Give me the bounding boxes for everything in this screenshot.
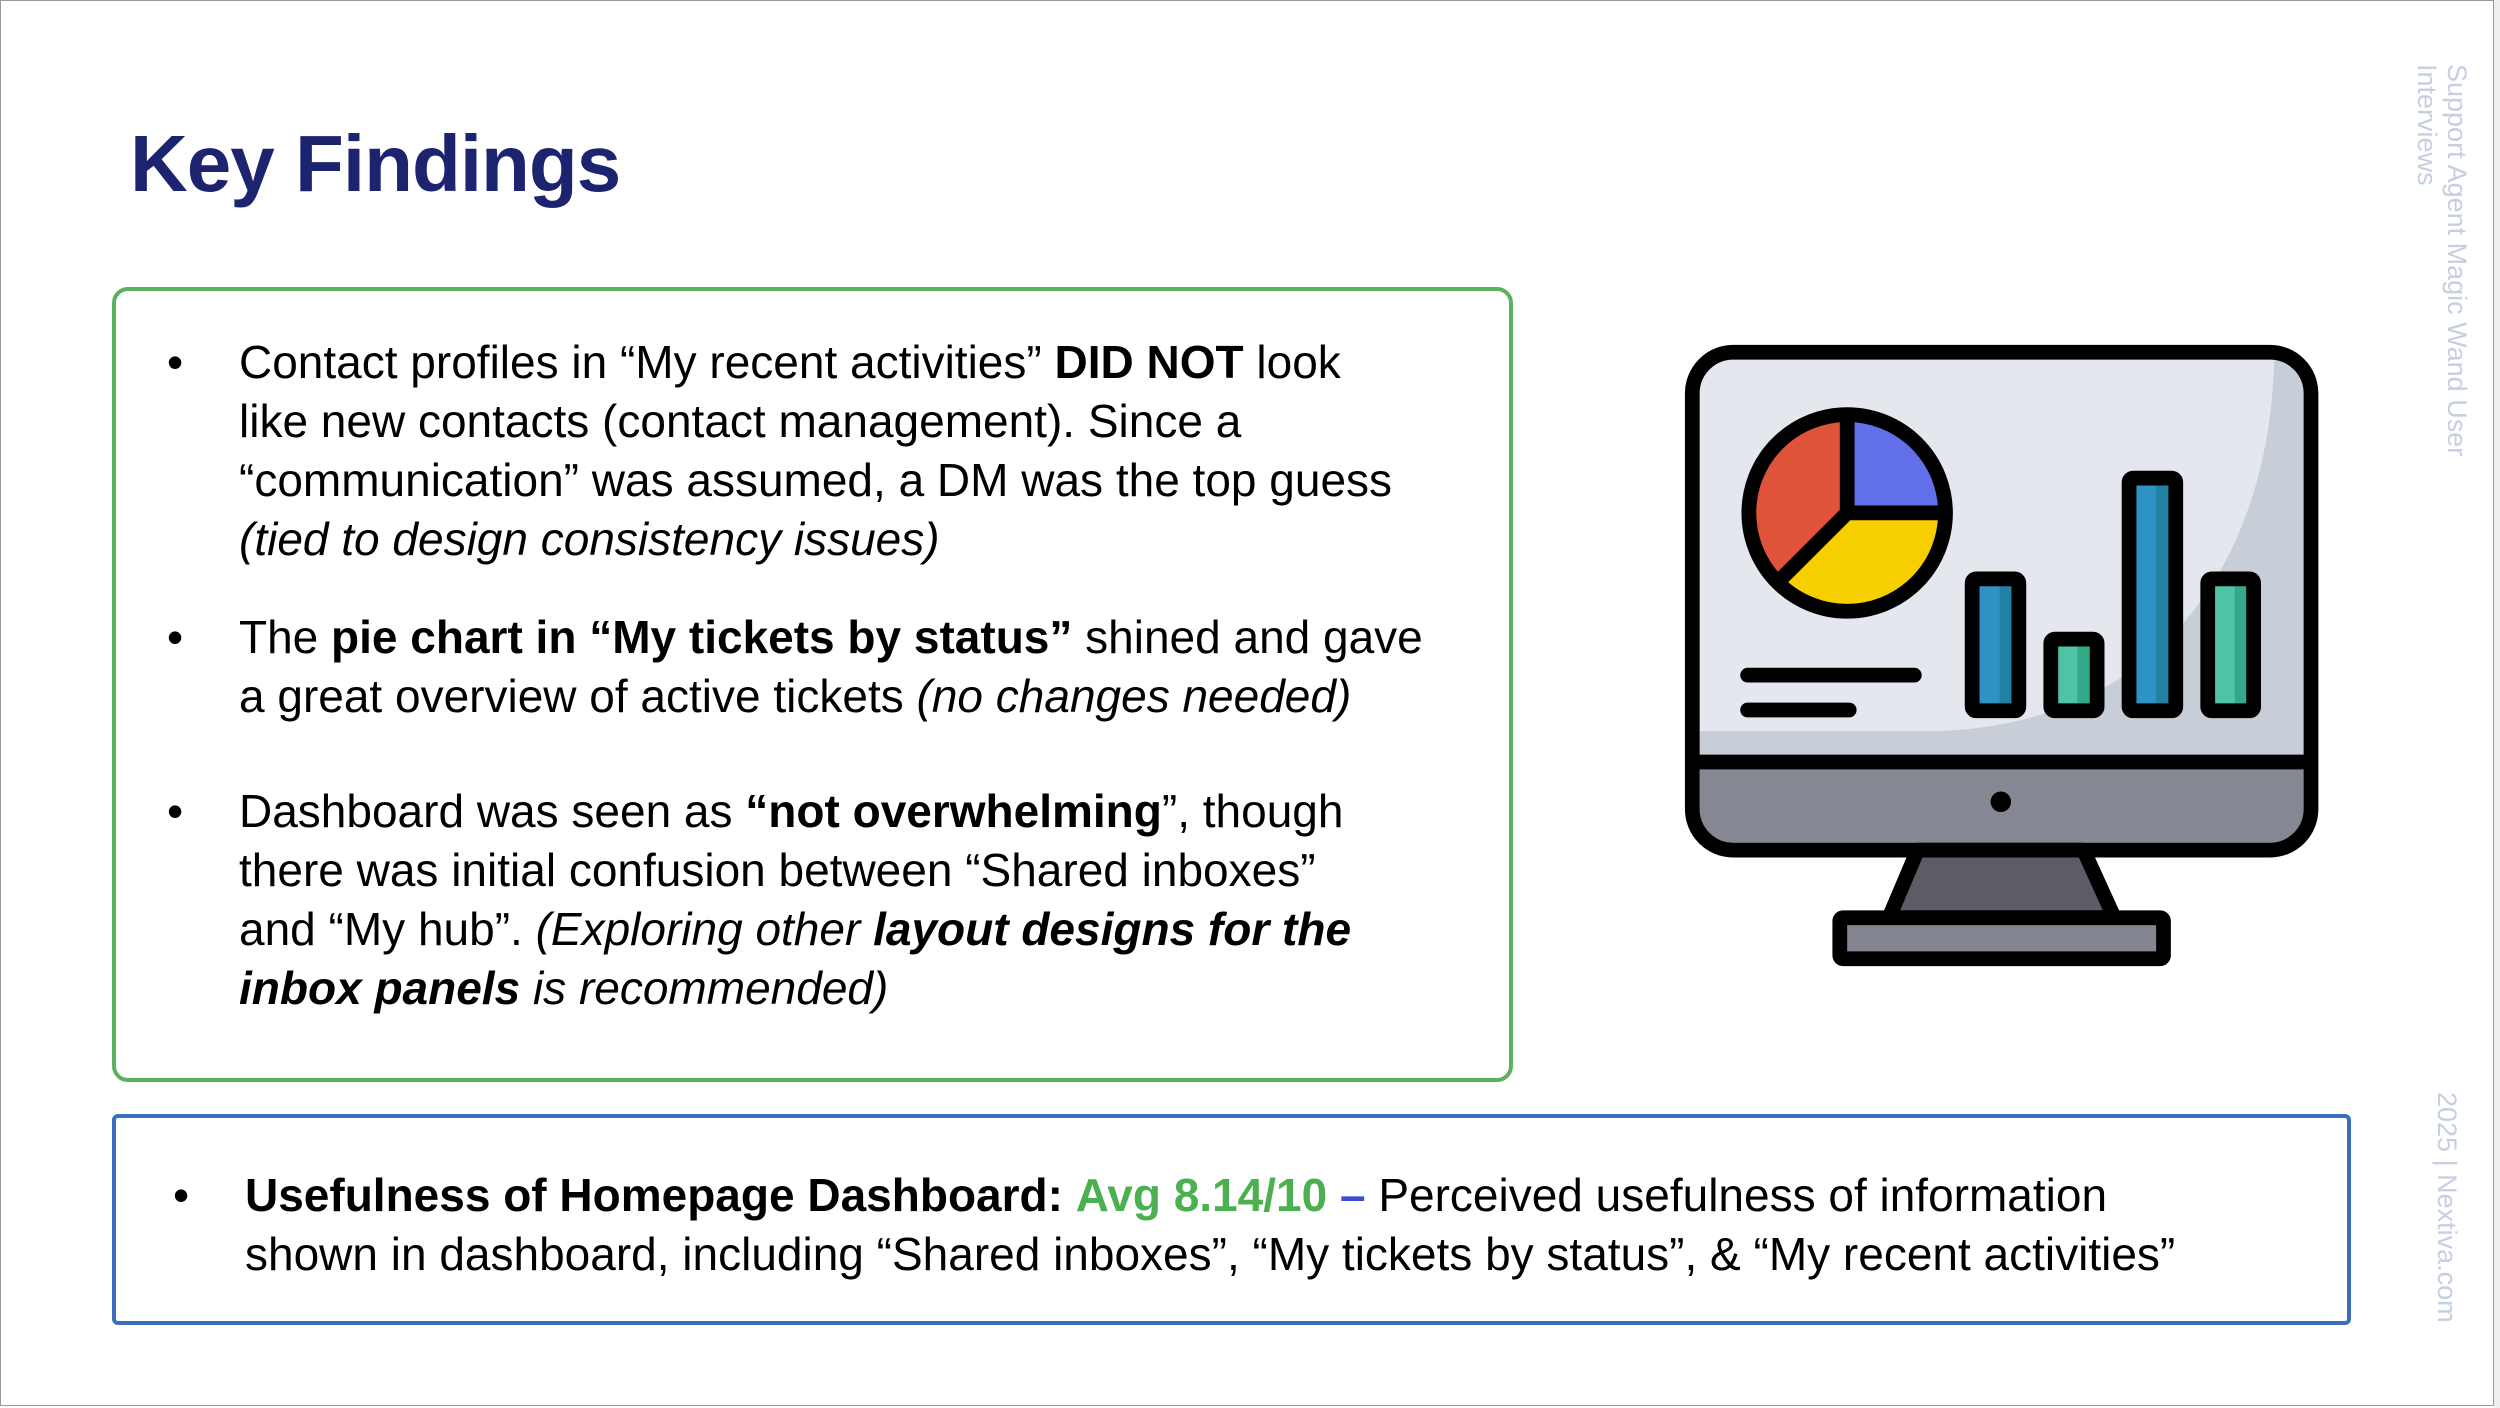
power-dot bbox=[1991, 792, 2011, 812]
text-run: look bbox=[1243, 336, 1341, 388]
finding-line bbox=[239, 333, 1392, 392]
text-run: DID NOT bbox=[1054, 336, 1244, 388]
bullet: • bbox=[167, 611, 184, 663]
text-run: inbox panels bbox=[239, 962, 521, 1014]
bullet: • bbox=[167, 336, 184, 388]
finding-line bbox=[239, 451, 1392, 510]
text-run: Contact profiles in “My recent activities” bbox=[239, 336, 1055, 388]
text-run: “communication” was assumed, a DM was the top guess bbox=[239, 454, 1393, 506]
summary-text: Perceived usefulness of information bbox=[1378, 1169, 2108, 1221]
text-run: (no changes needed) bbox=[916, 670, 1352, 722]
finding-line bbox=[239, 782, 1351, 841]
finding-line bbox=[239, 841, 1351, 900]
text-run: pie chart in “My tickets by status” bbox=[331, 611, 1073, 663]
text-run: like new contacts (contact management). Since a bbox=[239, 395, 1242, 447]
bullet: • bbox=[167, 785, 184, 837]
finding-line bbox=[239, 900, 1351, 959]
text-run: (tied to design consistency issues) bbox=[239, 513, 940, 565]
scroll-edge bbox=[2494, 0, 2500, 1408]
finding-item bbox=[167, 782, 1352, 1018]
summary-dash: – bbox=[1339, 1169, 1366, 1221]
footer-text: 2025 | Nextiva.com bbox=[2432, 1092, 2462, 1323]
bullet: • bbox=[173, 1169, 190, 1221]
text-run: a great overview of active tickets bbox=[239, 670, 917, 722]
text-run: is recommended) bbox=[520, 962, 889, 1014]
monitor-stand bbox=[1889, 850, 2114, 918]
text-run: Dashboard was seen as bbox=[239, 785, 746, 837]
summary-score: Avg 8.14/10 bbox=[1075, 1169, 1328, 1221]
deck-title: Support Agent Magic Wand User Interviews bbox=[2412, 64, 2472, 457]
summary-item bbox=[173, 1166, 2176, 1284]
text-run: shined and gave bbox=[1072, 611, 1423, 663]
finding-line bbox=[239, 608, 1423, 667]
pie-chart-icon bbox=[1749, 415, 1946, 612]
finding-item bbox=[167, 608, 1423, 726]
text-run: ”, though bbox=[1161, 785, 1344, 837]
text-run: layout designs for the bbox=[873, 903, 1352, 955]
text-run: (Exploring other bbox=[535, 903, 874, 955]
finding-line bbox=[239, 959, 1351, 1018]
finding-line bbox=[239, 510, 1392, 569]
summary-label: Usefulness of Homepage Dashboard: bbox=[245, 1169, 1063, 1221]
finding-item bbox=[167, 333, 1393, 569]
summary-text-line2: shown in dashboard, including “Shared inboxes”, “My tickets by status”, & “My recent activities” bbox=[245, 1228, 2176, 1280]
page-title: Key Findings bbox=[130, 119, 621, 208]
text-run: The bbox=[239, 611, 332, 663]
text-run: there was initial confusion between “Shared inboxes” bbox=[239, 844, 1316, 896]
finding-line bbox=[239, 667, 1423, 726]
text-run: and “My hub”. bbox=[239, 903, 536, 955]
dashboard-monitor-icon bbox=[1680, 340, 2320, 980]
monitor-base bbox=[1840, 918, 2164, 959]
finding-line bbox=[239, 392, 1392, 451]
text-run: “not overwhelming bbox=[745, 785, 1162, 837]
